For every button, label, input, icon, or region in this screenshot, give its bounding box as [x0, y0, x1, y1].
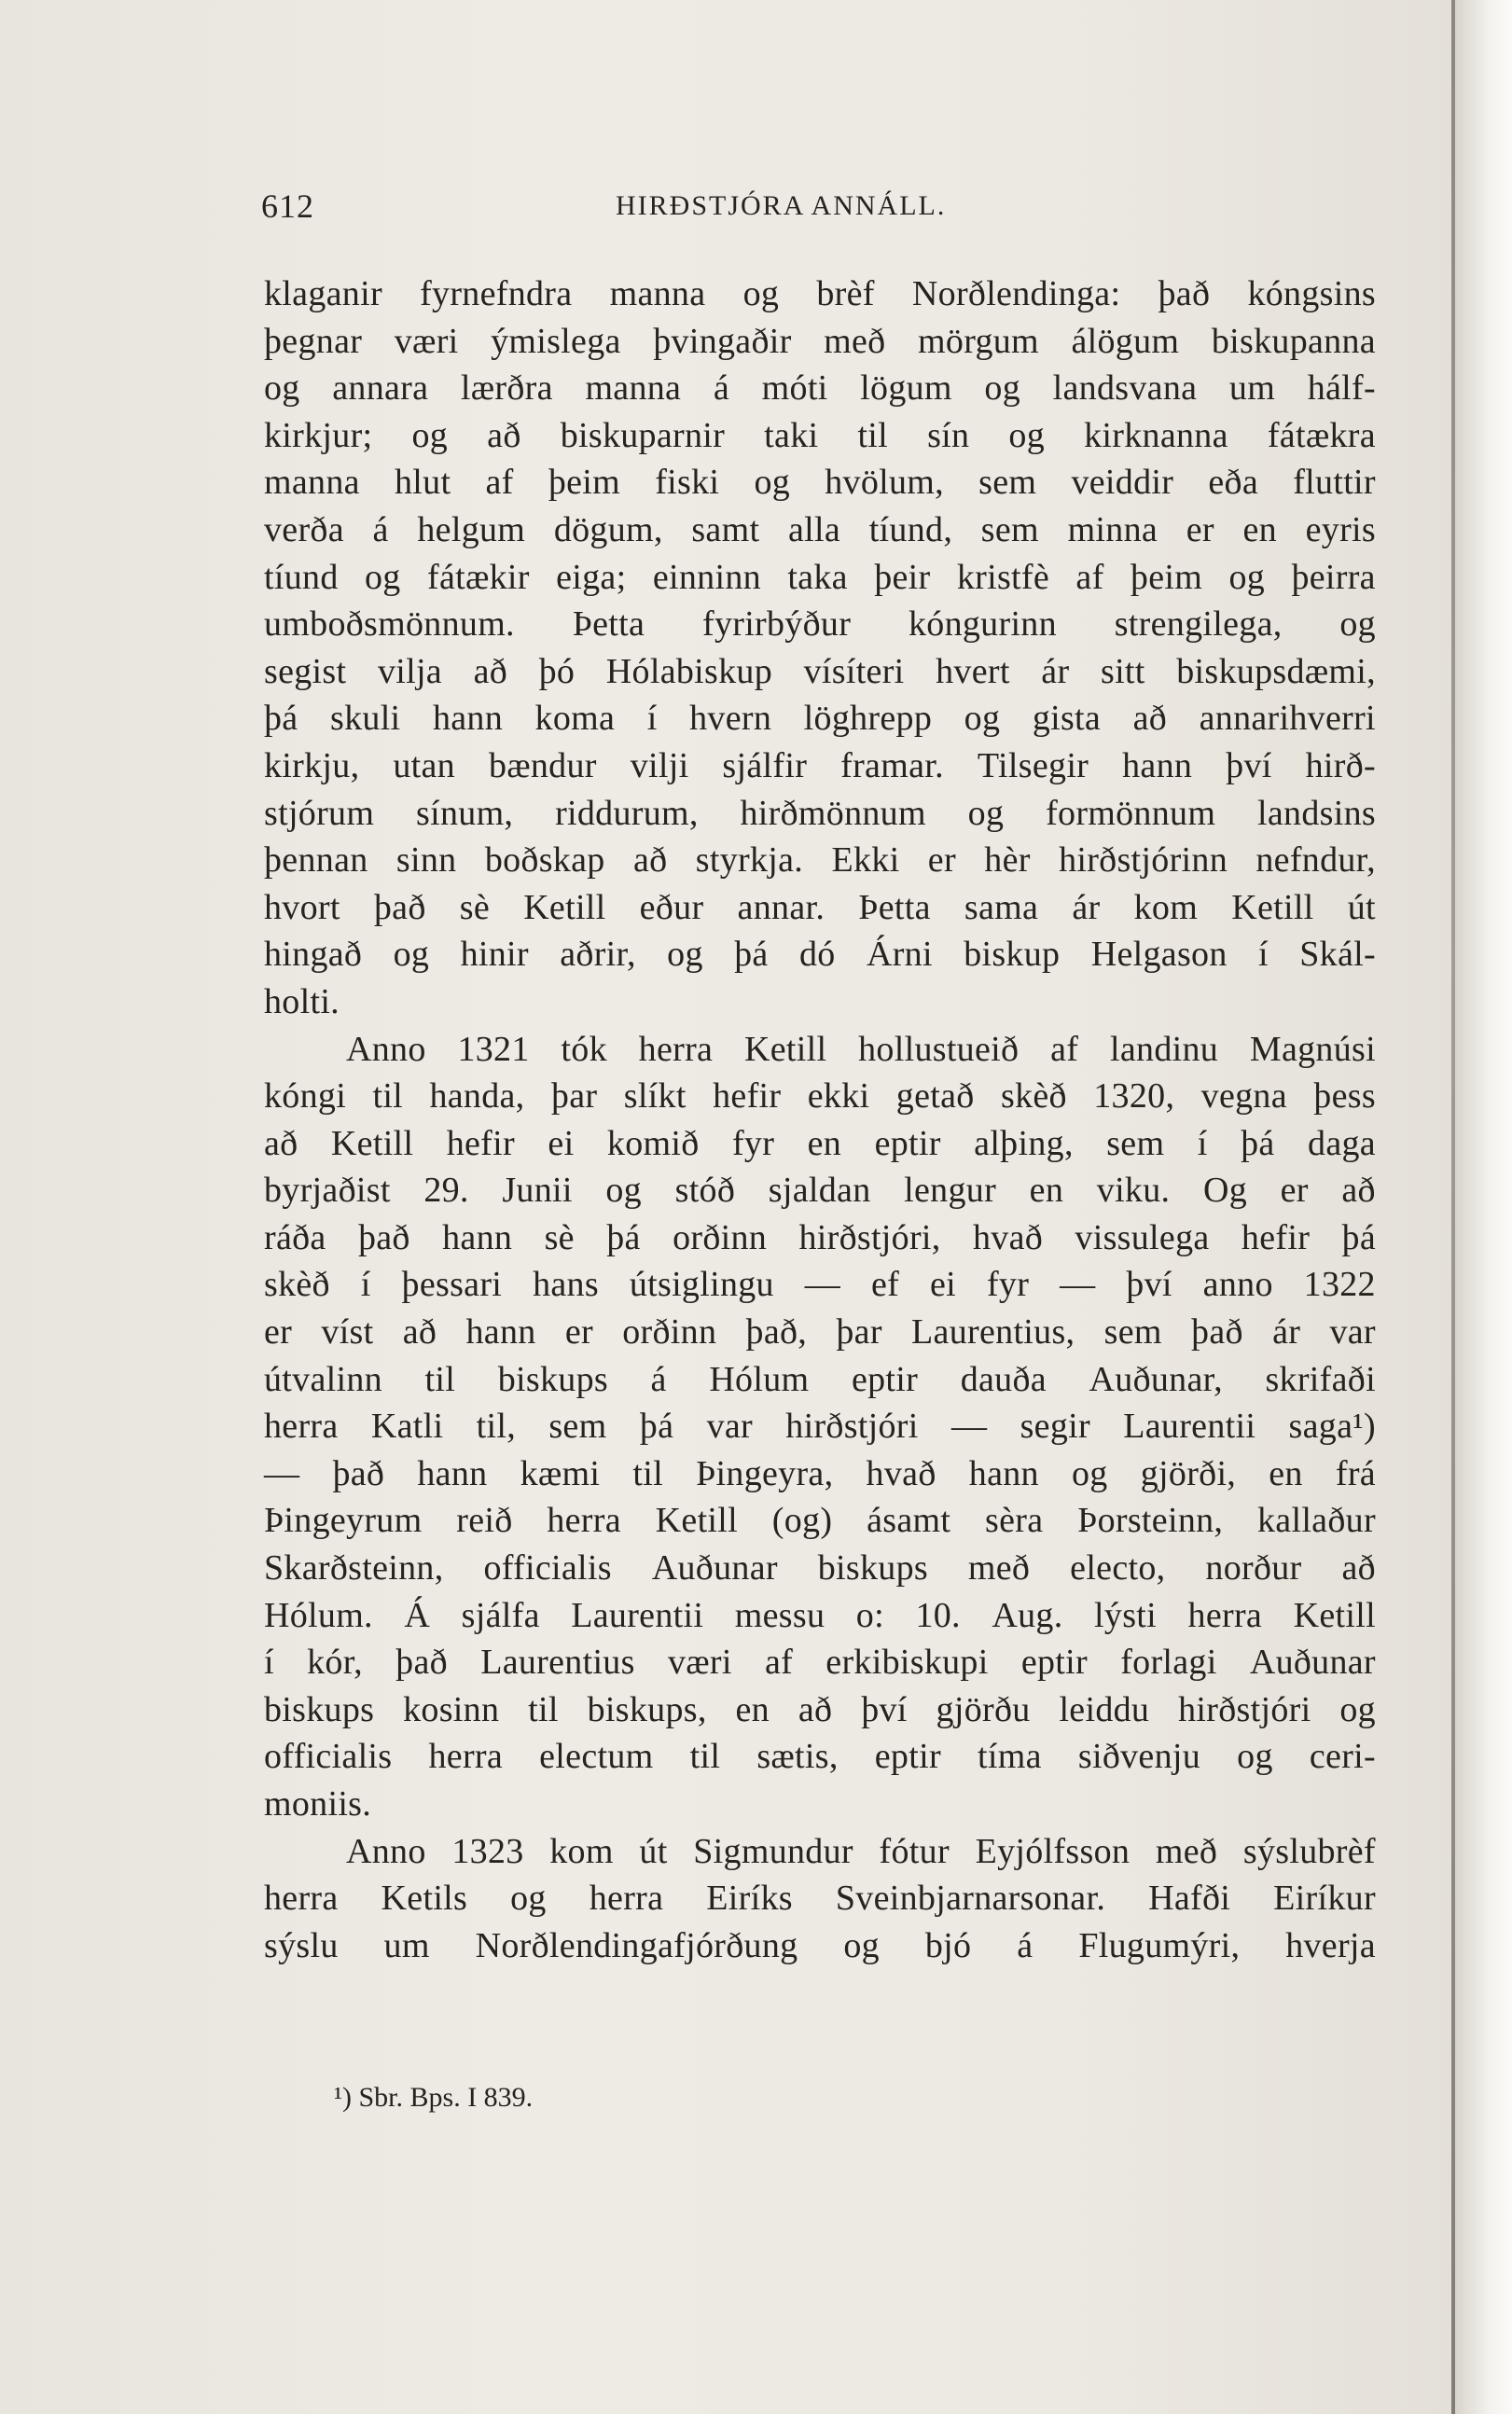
- text-line: útvalinn til biskups á Hólum eptir dauða Auðunar, skrifaði: [264, 1359, 1376, 1399]
- text-line: segist vilja að þó Hólabiskup vísíteri hvert ár sitt biskupsdæmi,: [264, 651, 1376, 691]
- text-line: byrjaðist 29. Junii og stóð sjaldan lengur en viku. Og er að: [264, 1171, 1376, 1211]
- page-gutter-shadow: [1455, 0, 1512, 2414]
- page-header: [261, 187, 989, 224]
- text-line: herra Katli til, sem þá var hirðstjóri — segir Laurentii saga¹): [264, 1407, 1376, 1447]
- text-line: Anno 1323 kom út Sigmundur fótur Eyjólfsson með sýslubrèf: [346, 1831, 1376, 1871]
- text-line: hvort það sè Ketill eður annar. Þetta sama ár kom Ketill út: [264, 887, 1376, 927]
- running-title: HIRÐSTJÓRA ANNÁLL.: [616, 190, 947, 221]
- text-line: Þingeyrum reið herra Ketill (og) ásamt sèra Þorsteinn, kallaður: [264, 1501, 1376, 1541]
- text-line: hingað og hinir aðrir, og þá dó Árni biskup Helgason í Skál-: [264, 935, 1376, 975]
- text-line: þennan sinn boðskap að styrkja. Ekki er hèr hirðstjórinn nefndur,: [264, 840, 1376, 881]
- footnote-text: Sbr. Bps. I 839.: [358, 2082, 534, 2113]
- text-line: biskups kosinn til biskups, en að því gjörðu leiddu hirðstjóri og: [264, 1689, 1376, 1729]
- page-number: 612: [261, 187, 314, 225]
- text-line: kirkjur; og að biskuparnir taki til sín og kirknanna fátækra: [264, 415, 1376, 455]
- text-line: Skarðsteinn, officialis Auðunar biskups með electo, norður að: [264, 1548, 1376, 1589]
- text-line: kirkju, utan bændur vilji sjálfir framar. Tilsegir hann því hirð-: [264, 745, 1376, 785]
- text-line: manna hlut af þeim fiski og hvölum, sem veiddir eða fluttir: [264, 463, 1376, 503]
- text-line: í kór, það Laurentius væri af erkibiskupi eptir forlagi Auðunar: [264, 1643, 1376, 1683]
- text-line: Anno 1321 tók herra Ketill hollustueið af landinu Magnúsi: [346, 1029, 1376, 1069]
- text-line: skèð í þessari hans útsiglingu — ef ei fyr — því anno 1322: [264, 1265, 1376, 1305]
- text-line: verða á helgum dögum, samt alla tíund, sem minna er en eyris: [264, 509, 1376, 549]
- text-line: officialis herra electum til sætis, eptir tíma siðvenju og ceri-: [264, 1737, 1376, 1777]
- text-line: klaganir fyrnefndra manna og brèf Norðlendinga: það kóngsins: [264, 274, 1376, 313]
- text-line: að Ketill hefir ei komið fyr en eptir alþing, sem í þá daga: [264, 1123, 1376, 1163]
- text-line: — það hann kæmi til Þingeyra, hvað hann og gjörði, en frá: [264, 1453, 1376, 1493]
- text-line: þegnar væri ýmislega þvingaðir með mörgum álögum biskupanna: [264, 321, 1376, 361]
- text-line: stjórum sínum, riddurum, hirðmönnum og formönnum landsins: [264, 793, 1376, 833]
- footnote-marker: ¹): [334, 2082, 352, 2113]
- text-line: Hólum. Á sjálfa Laurentii messu o: 10. Aug. lýsti herra Ketill: [264, 1595, 1376, 1635]
- text-line: ráða það hann sè þá orðinn hirðstjóri, hvað vissulega hefir þá: [264, 1217, 1376, 1257]
- text-line: umboðsmönnum. Þetta fyrirbýður kóngurinn strengilega, og: [264, 604, 1376, 645]
- text-line: kóngi til handa, þar slíkt hefir ekki getað skèð 1320, vegna þess: [264, 1076, 1376, 1117]
- text-line: er víst að hann er orðinn það, þar Laurentius, sem það ár var: [264, 1312, 1376, 1353]
- text-line: herra Ketils og herra Eiríks Sveinbjarnarsonar. Hafði Eiríkur: [264, 1879, 1376, 1919]
- body-text: [264, 271, 1376, 1969]
- text-line: holti.: [264, 981, 340, 1021]
- text-line: tíund og fátækir eiga; einninn taka þeir kristfè af þeim og þeirra: [264, 557, 1376, 597]
- text-line: sýslu um Norðlendingafjórðung og bjó á Flugumýri, hverja: [264, 1925, 1376, 1965]
- text-line: þá skuli hann koma í hvern löghrepp og gista að annarihverri: [264, 699, 1376, 739]
- text-line: og annara lærðra manna á móti lögum og landsvana um hálf-: [264, 368, 1376, 409]
- footnote: [334, 2082, 533, 2114]
- text-line: moniis.: [264, 1784, 372, 1824]
